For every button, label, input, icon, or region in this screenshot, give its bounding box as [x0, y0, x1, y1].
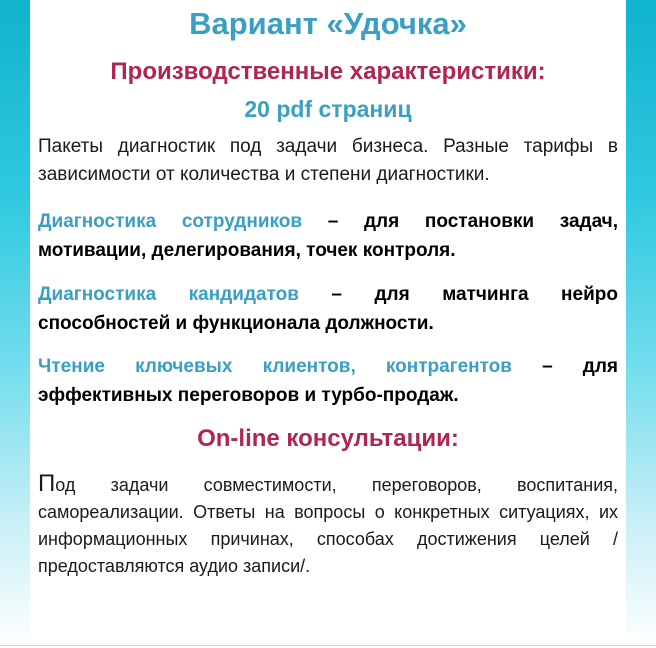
consultation-text: од задачи совместимости, переговоров, воспитания, самореализации. Ответы на вопросы о конкретных ситуациях, их информационных причинах, способах достижения целей /предоставляются аудио записи/. [38, 475, 618, 576]
page-count: 20 pdf страниц [244, 96, 412, 122]
item-description: – для эффективных переговоров и турбо-продаж. [38, 356, 618, 406]
item-description: – для постановки задач, мотивации, делегирования, точек контроля. [38, 211, 618, 261]
drop-letter: П [38, 470, 56, 497]
page-title: Вариант «Удочка» [189, 6, 467, 41]
list-item [38, 352, 618, 410]
item-term: Диагностика сотрудников [38, 211, 303, 232]
intro-paragraph: Пакеты диагностик под задачи бизнеса. Разные тарифы в зависимости от количества и степени диагностики. [38, 136, 618, 185]
section2-heading: On-line консультации: [197, 425, 459, 452]
consultation-paragraph [38, 470, 618, 580]
item-term: Диагностика кандидатов [38, 284, 299, 305]
section1-heading: Производственные характеристики: [110, 58, 546, 85]
item-term: Чтение ключевых клиентов, контрагентов [38, 356, 512, 377]
list-item [38, 280, 618, 338]
list-item [38, 207, 618, 265]
bottom-divider [0, 645, 656, 646]
item-description: – для матчинга нейро способностей и функционала должности. [38, 284, 618, 334]
